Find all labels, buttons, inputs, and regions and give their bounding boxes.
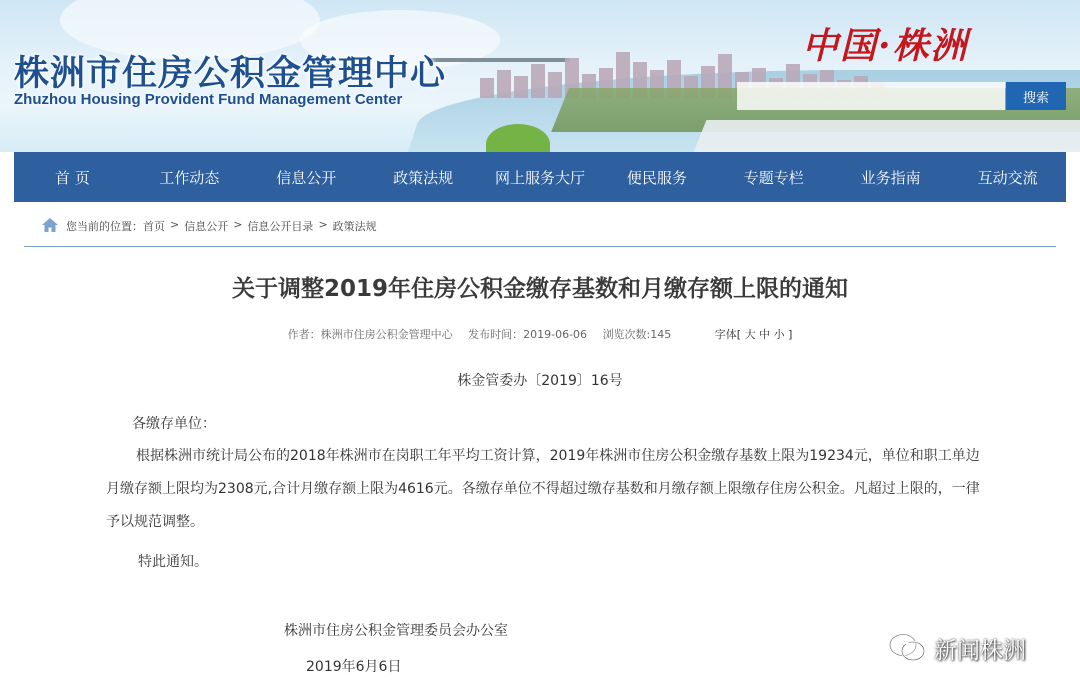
nav-item-info-disclosure[interactable]: 信息公开	[276, 168, 337, 187]
meta-views: 浏览次数:145	[602, 328, 672, 341]
closing-text: 特此通知。	[138, 554, 208, 570]
main-nav	[14, 152, 1066, 202]
signature-organization: 株洲市住房公积金管理委员会办公室	[284, 623, 508, 639]
font-size-large-button[interactable]: 大	[744, 328, 756, 341]
nav-item-online-service[interactable]: 网上服务大厅	[495, 168, 586, 187]
font-size-close: ]	[788, 328, 793, 341]
nav-item-interaction[interactable]: 互动交流	[977, 168, 1038, 187]
breadcrumb-item-info-disclosure[interactable]: 信息公开	[184, 220, 229, 233]
article-title: 关于调整2019年住房公积金缴存基数和月缴存额上限的通知	[231, 276, 848, 302]
meta-author: 作者：株洲市住房公积金管理中心	[287, 328, 453, 341]
breadcrumb-separator: >	[233, 218, 243, 231]
salutation: 各缴存单位：	[132, 416, 216, 432]
breadcrumb-separator: >	[170, 218, 180, 231]
site-subtitle: Zhuzhou Housing Provident Fund Management Center	[14, 91, 403, 108]
nav-item-business-guide[interactable]: 业务指南	[860, 168, 921, 187]
nav-item-home[interactable]: 首 页	[55, 168, 90, 187]
wechat-watermark	[888, 628, 1026, 668]
nav-item-special-topics[interactable]: 专题专栏	[743, 168, 804, 187]
font-size-label: 字体[	[714, 328, 742, 341]
content-area	[14, 202, 1066, 696]
breadcrumb-item-info-catalog[interactable]: 信息公开目录	[247, 220, 314, 233]
calligraphy-logo: 中国·株洲	[802, 25, 969, 67]
breadcrumb	[24, 216, 1056, 247]
font-size-small-button[interactable]: 小	[773, 328, 785, 341]
breadcrumb-item-home[interactable]: 首页	[143, 220, 165, 233]
document-number: 株金管委办〔2019〕16号	[457, 373, 623, 389]
nav-item-work-news[interactable]: 工作动态	[159, 168, 220, 187]
watermark-text: 新闻株洲	[934, 637, 1026, 664]
search-button[interactable]: 搜索	[1006, 82, 1066, 110]
site-title: 株洲市住房公积金管理中心	[14, 54, 447, 93]
nav-item-policies[interactable]: 政策法规	[393, 168, 454, 187]
signature-date: 2019年6月6日	[306, 659, 402, 675]
home-icon	[42, 218, 58, 232]
breadcrumb-separator: >	[318, 218, 328, 231]
site-banner	[0, 0, 1080, 152]
search-input[interactable]	[737, 82, 1005, 110]
banner-stadium	[694, 120, 1080, 152]
font-size-medium-button[interactable]: 中	[759, 328, 771, 341]
wechat-icon	[888, 632, 926, 664]
font-size-control	[715, 328, 793, 341]
breadcrumb-prefix: 您当前的位置：	[66, 220, 143, 233]
meta-publish-time: 发布时间：2019-06-06	[468, 328, 588, 341]
nav-item-public-service[interactable]: 便民服务	[626, 168, 687, 187]
article-paragraph: 根据株洲市统计局公布的2018年株洲市在岗职工年平均工资计算，2019年株洲市住房公积金缴存基数上限为19234元，单位和职工单边月缴存额上限均为2308元,合计月缴存额上限为4616元。各缴存单位不得超过缴存基数和月缴存额上限缴存住房公积金。凡超过上限的，一律予以规范调整。	[106, 448, 980, 530]
breadcrumb-item-policies[interactable]: 政策法规	[332, 220, 377, 233]
article-meta	[14, 326, 1066, 342]
